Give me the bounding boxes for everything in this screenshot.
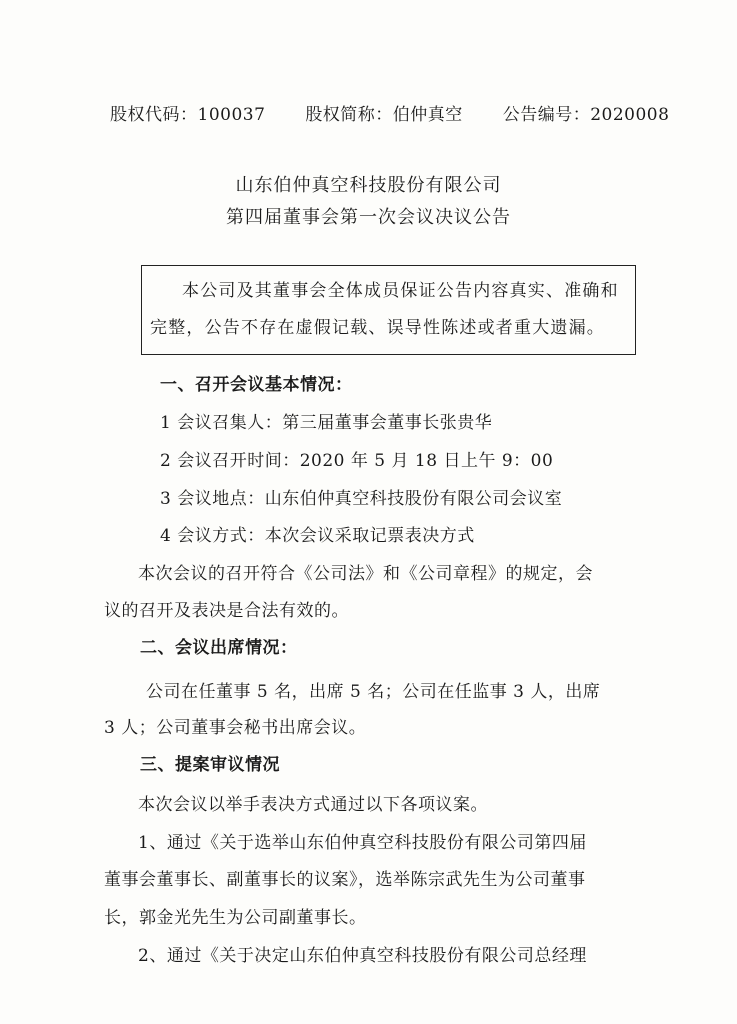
meeting-location: 3 会议地点：山东伯仲真空科技股份有限公司会议室	[160, 489, 563, 509]
attendance-line-2: 3 人；公司董事会秘书出席会议。	[104, 718, 367, 738]
resolution-1-line-1: 1、通过《关于选举山东伯仲真空科技股份有限公司第四届	[138, 833, 587, 853]
section-1-heading: 一、召开会议基本情况：	[160, 375, 353, 395]
section-2-heading: 二、会议出席情况：	[140, 638, 298, 658]
resolution-2-line-1: 2、通过《关于决定山东伯仲真空科技股份有限公司总经理	[138, 946, 587, 966]
resolution-1-line-3: 长，郭金光先生为公司副董事长。	[104, 908, 367, 928]
meeting-method: 4 会议方式：本次会议采取记票表决方式	[160, 526, 475, 546]
header-line	[110, 100, 669, 125]
stock-code: 股权代码：100037	[110, 105, 266, 125]
guarantee-notice-box	[141, 265, 636, 355]
notice-line-2: 完整，公告不存在虚假记载、误导性陈述或者重大遗漏。	[150, 318, 605, 338]
attendance-line-1: 公司在任董事 5 名，出席 5 名；公司在任监事 3 人，出席	[146, 682, 601, 702]
compliance-paragraph-line-1: 本次会议的召开符合《公司法》和《公司章程》的规定，会	[138, 564, 593, 584]
resolution-1-line-2: 董事会董事长、副董事长的议案》，选举陈宗武先生为公司董事	[104, 870, 586, 890]
meeting-convener: 1 会议召集人：第三届董事会董事长张贵华	[160, 413, 493, 433]
company-title: 山东伯仲真空科技股份有限公司	[235, 175, 502, 196]
notice-line-1: 本公司及其董事会全体成员保证公告内容真实、准确和	[182, 281, 619, 301]
stock-name: 股权简称：伯仲真空	[305, 105, 463, 125]
section-3-heading: 三、提案审议情况	[140, 755, 280, 775]
announcement-title: 第四届董事会第一次会议决议公告	[226, 207, 511, 228]
voting-intro: 本次会议以举手表决方式通过以下各项议案。	[138, 795, 488, 815]
meeting-time: 2 会议召开时间：2020 年 5 月 18 日上午 9：00	[160, 451, 554, 471]
announcement-number: 公告编号：2020008	[502, 105, 670, 125]
compliance-paragraph-line-2: 议的召开及表决是合法有效的。	[104, 601, 349, 621]
